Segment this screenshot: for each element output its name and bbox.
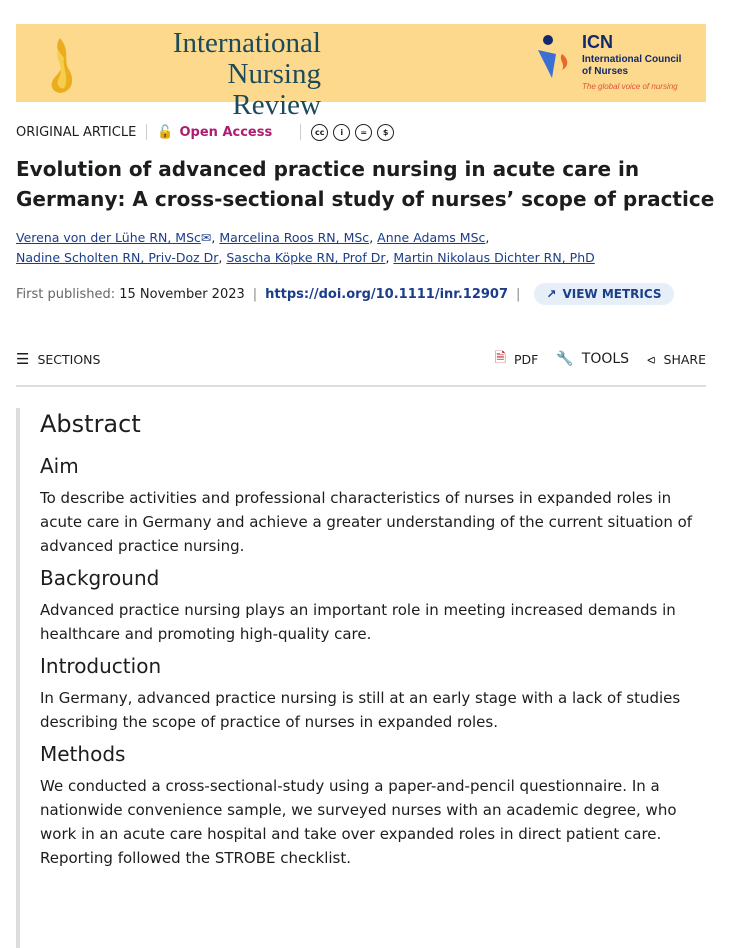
view-metrics-button[interactable]: ↗ VIEW METRICS — [534, 283, 673, 305]
article-meta — [16, 123, 394, 141]
divider — [300, 124, 301, 140]
share-icon: ⪦ — [647, 350, 656, 368]
section-heading: Background — [40, 566, 160, 590]
abstract-section — [16, 408, 706, 948]
author-list: Verena von der Lühe RN, MSc✉, Marcelina Roos RN, MSc, Anne Adams MSc, Nadine Scholten RN, Priv-Doz Dr, Sascha Köpke RN, Prof Dr, Martin Nikolaus Dichter RN, PhD — [16, 230, 595, 265]
icn-figure-icon — [536, 32, 576, 82]
doi-link[interactable]: https://doi.org/10.1111/inr.12907 — [265, 286, 509, 302]
trend-icon: ↗ — [546, 287, 557, 301]
open-access-badge[interactable]: 🔓 Open Access — [157, 124, 273, 140]
article-type: ORIGINAL ARTICLE — [16, 124, 137, 140]
author-link[interactable]: Marcelina Roos RN, MSc — [219, 230, 370, 245]
nc-icon: $ — [377, 124, 394, 141]
sections-button[interactable]: ☰ SECTIONS — [16, 350, 101, 368]
section-heading: Methods — [40, 742, 126, 766]
nd-icon: = — [355, 124, 372, 141]
by-icon: i — [333, 124, 350, 141]
article-title: Evolution of advanced practice nursing in acute care in Germany: A cross-sectional study of nurses’ scope of practice — [16, 157, 715, 211]
author-link[interactable]: Martin Nikolaus Dichter RN, PhD — [393, 250, 595, 265]
section-text: To describe activities and professional characteristics of nurses in expanded roles in acute care in Germany and achieve a greater understanding of the current situation of advanced practice nursing. — [40, 489, 693, 555]
wrench-icon: 🔧 — [556, 351, 574, 367]
journal-title: International Nursing Review — [172, 27, 321, 121]
section-text: We conducted a cross-sectional-study using a paper-and-pencil questionnaire. In a nationwide convenience sample, we surveyed nurses with an academic degree, who work in an acute care hospital and take over expanded roles in direct patient care. Reporting followed the STROBE checklist. — [40, 777, 677, 867]
article-toolbar — [16, 348, 706, 370]
cc-icon: cc — [311, 124, 328, 141]
abstract-heading: Abstract — [40, 410, 141, 438]
publish-date: 15 November 2023 — [119, 286, 245, 302]
section-heading: Aim — [40, 454, 79, 478]
share-button[interactable]: ⪦ SHARE — [647, 350, 706, 368]
author-link[interactable]: Nadine Scholten RN, Priv-Doz Dr — [16, 250, 219, 265]
section-text: In Germany, advanced practice nursing is still at an early stage with a lack of studies describing the scope of practice of nurses in expanded roles. — [40, 689, 681, 731]
section-text: Advanced practice nursing plays an important role in meeting increased demands in healthcare and promoting high-quality care. — [40, 601, 676, 643]
author-link[interactable]: Verena von der Lühe RN, MSc — [16, 230, 201, 245]
author-link[interactable]: Sascha Köpke RN, Prof Dr — [226, 250, 386, 265]
publication-info: First published: 15 November 2023 | https://doi.org/10.1111/inr.12907 | ↗ VIEW METRICS — [16, 282, 674, 306]
pdf-button[interactable]: 🗎 PDF — [495, 347, 539, 371]
journal-banner[interactable] — [16, 24, 706, 121]
divider — [146, 124, 147, 140]
unlock-icon: 🔓 — [157, 124, 174, 140]
section-heading: Introduction — [40, 654, 162, 678]
icn-logo: ICN International Council of Nurses The global voice of nursing — [536, 32, 706, 96]
divider — [16, 385, 706, 387]
license-icons[interactable] — [311, 124, 394, 141]
author-link[interactable]: Anne Adams MSc — [377, 230, 486, 245]
email-icon[interactable]: ✉ — [200, 230, 212, 245]
tools-button[interactable]: 🔧 TOOLS — [556, 351, 630, 367]
list-icon: ☰ — [16, 350, 30, 368]
pdf-icon: 🗎 — [494, 350, 506, 366]
flame-logo-icon — [42, 36, 78, 94]
